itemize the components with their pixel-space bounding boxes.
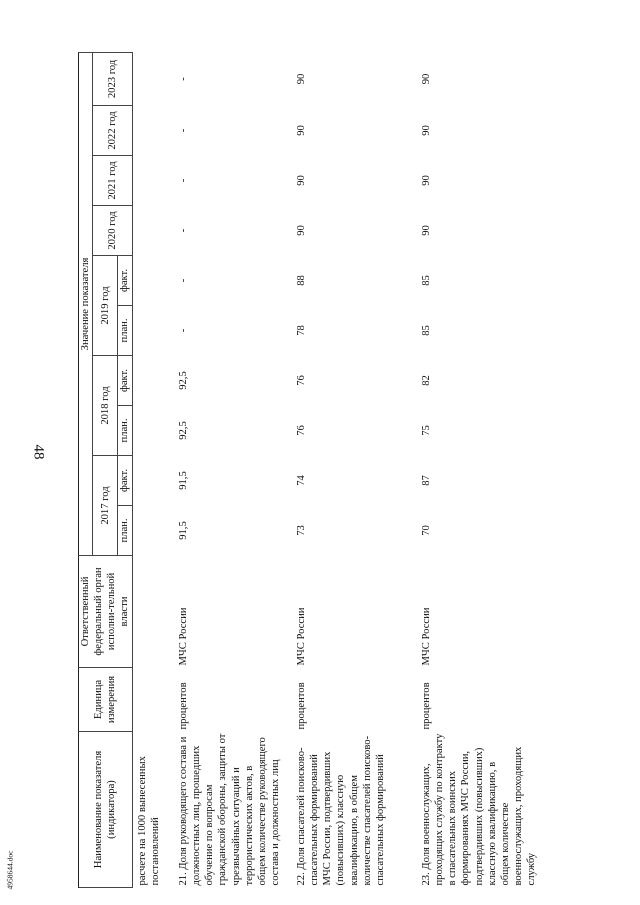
value-cell: 78 (296, 325, 307, 336)
value-cell (132, 356, 174, 406)
value-cell: 90 (421, 125, 432, 136)
value-cell: 90 (421, 73, 432, 85)
header-2018-plan: план. (118, 406, 132, 456)
indicator-name: расчете на 1000 вынесенных постановлений (136, 756, 161, 886)
value-cell: 90 (421, 175, 432, 186)
value-cell: - (178, 278, 189, 283)
header-unit: Единица измерения (79, 668, 133, 732)
value-cell: 75 (421, 425, 432, 436)
value-cell: - (178, 328, 189, 333)
value-cell (132, 306, 174, 356)
value-cell (132, 206, 174, 256)
header-name: Наименование показателя (индикатора) (79, 732, 133, 888)
header-2019-plan: план. (118, 306, 132, 356)
value-cell (132, 106, 174, 156)
value-cell: 91,5 (178, 521, 189, 540)
unit-cell: процентов (178, 682, 189, 730)
header-2020: 2020 год (93, 206, 132, 256)
org-cell (132, 556, 174, 668)
value-cell: 82 (421, 375, 432, 386)
value-cell: - (178, 77, 189, 81)
org-cell: МЧС России (296, 607, 307, 666)
org-cell: МЧС России (178, 607, 189, 666)
value-cell (132, 52, 174, 105)
value-cell: - (178, 178, 189, 183)
header-2019: 2019 год (93, 256, 118, 356)
unit-cell: процентов (421, 682, 432, 730)
value-cell: 85 (421, 325, 432, 336)
org-cell: МЧС России (421, 607, 432, 666)
value-cell: 90 (296, 125, 307, 136)
value-cell: 87 (421, 475, 432, 486)
header-2019-fact: факт. (118, 256, 132, 306)
header-2017-fact: факт. (118, 456, 132, 506)
header-org: Ответственный федеральный орган исполни-тельной власти (79, 556, 133, 668)
value-cell: 90 (296, 175, 307, 186)
header-value-group: Значение показателя (79, 52, 93, 555)
page-number: 48 (30, 444, 47, 460)
value-cell: - (178, 228, 189, 233)
value-cell: - (178, 128, 189, 133)
table-row (417, 52, 557, 887)
value-cell: 74 (296, 475, 307, 486)
header-2023: 2023 год (93, 52, 132, 105)
table-row (292, 52, 417, 887)
document-code: 4958644.doc (5, 850, 15, 890)
rotated-page-content (78, 53, 618, 888)
header-2021: 2021 год (93, 156, 132, 206)
value-cell: 88 (296, 275, 307, 286)
value-cell (132, 456, 174, 506)
indicator-name: 23. Доля военнослужащих, проходящих службу по контракту в спасательных воинских формированиях МЧС России, подтвердивших (повысивших) классную квалификацию, в общем количестве военнослужащих, проходящих службу (421, 733, 537, 886)
header-2018: 2018 год (93, 356, 118, 456)
value-cell: 70 (421, 525, 432, 536)
header-2017-plan: план. (118, 506, 132, 556)
value-cell: 90 (296, 225, 307, 236)
value-cell: 90 (421, 225, 432, 236)
value-cell: 90 (296, 73, 307, 85)
indicators-table (78, 52, 557, 888)
header-2022: 2022 год (93, 106, 132, 156)
value-cell (132, 256, 174, 306)
value-cell (132, 156, 174, 206)
value-cell: 76 (296, 375, 307, 386)
header-2018-fact: факт. (118, 356, 132, 406)
value-cell: 92,5 (178, 371, 189, 390)
indicator-name: 21. Доля руководящего состава и должностных лиц, прошедших обучение по вопросам гражданской обороны, защиты от чрезвычайных ситуаций и террористических актов, в общем количестве руководящего состава и должностных лиц (178, 733, 281, 886)
value-cell: 73 (296, 525, 307, 536)
table-row (132, 52, 174, 887)
table-row (174, 52, 292, 887)
value-cell (132, 506, 174, 556)
unit-cell: процентов (296, 682, 307, 730)
value-cell: 91,5 (178, 471, 189, 490)
indicator-name: 22. Доля спасателей поисково-спасательных формирований МЧС России, подтвердивших (повысивших) классную квалификацию, в общем количестве спасателей поисково-спасательных формирований (296, 735, 386, 886)
value-cell: 76 (296, 425, 307, 436)
value-cell: 85 (421, 275, 432, 286)
header-2017: 2017 год (93, 456, 118, 556)
unit-cell (132, 668, 174, 732)
value-cell: 92,5 (178, 421, 189, 440)
value-cell (132, 406, 174, 456)
